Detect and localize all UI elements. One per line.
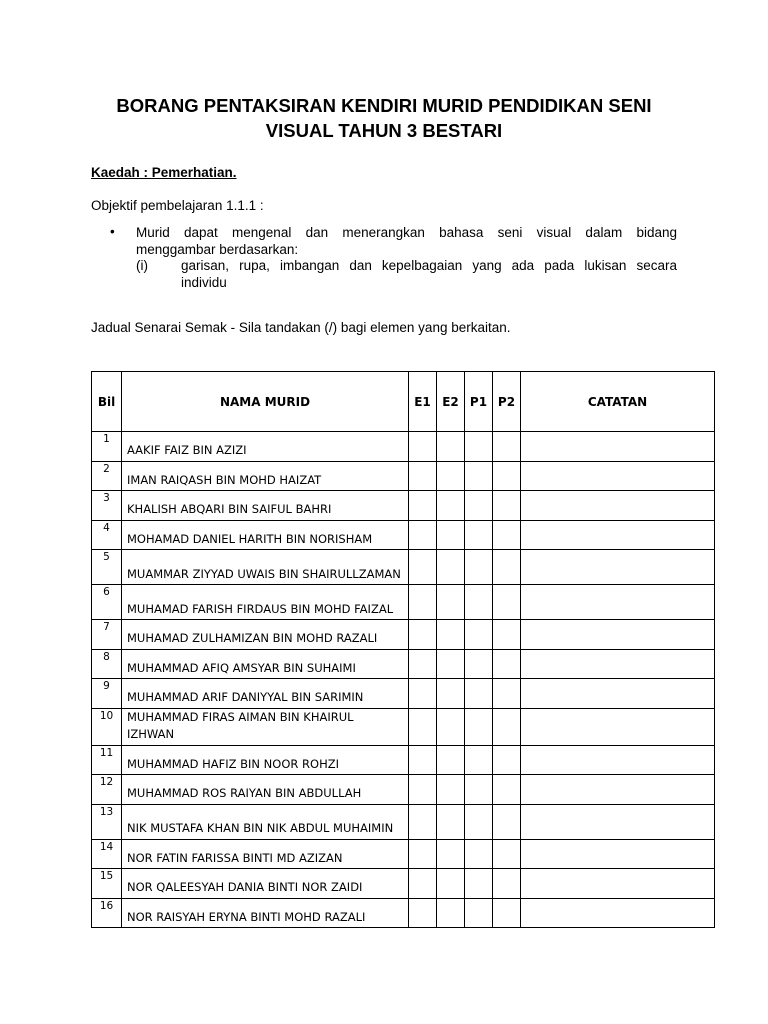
row-nama: NOR RAISYAH ERYNA BINTI MOHD RAZALI (122, 898, 409, 928)
row-bil (92, 839, 122, 869)
checkbox-cell-p2[interactable] (493, 649, 521, 679)
catatan-cell[interactable] (521, 745, 715, 775)
row-bil-number: 7 (103, 621, 110, 633)
checkbox-cell-p2[interactable] (493, 839, 521, 869)
row-bil (92, 869, 122, 899)
row-nama: MUHAMMAD FIRAS AIMAN BIN KHAIRUL IZHWAN (122, 708, 409, 745)
checkbox-cell-e2[interactable] (437, 461, 465, 491)
catatan-cell[interactable] (521, 869, 715, 899)
catatan-cell[interactable] (521, 461, 715, 491)
checkbox-cell-e2[interactable] (437, 649, 465, 679)
header-e2: E2 (437, 372, 465, 432)
sub-line-2: individu (181, 274, 227, 290)
checkbox-cell-e1[interactable] (409, 898, 437, 928)
header-bil: Bil (92, 372, 122, 432)
row-bil-number: 13 (99, 805, 114, 818)
catatan-cell[interactable] (521, 708, 715, 745)
row-bil (92, 745, 122, 775)
checklist-table (91, 371, 715, 928)
title-line-1: BORANG PENTAKSIRAN KENDIRI MURID PENDIDIKAN SENI (116, 95, 652, 116)
objektif-label: Objektif pembelajaran 1.1.1 : (91, 198, 264, 213)
catatan-cell[interactable] (521, 432, 715, 462)
checkbox-cell-e2[interactable] (437, 679, 465, 709)
row-bil-number: 4 (103, 521, 110, 534)
header-p2: P2 (493, 372, 521, 432)
row-nama: MUHAMAD ZULHAMIZAN BIN MOHD RAZALI (122, 620, 409, 650)
row-nama: NOR QALEESYAH DANIA BINTI NOR ZAIDI (122, 869, 409, 899)
table-row (92, 520, 715, 550)
checkbox-cell-e2[interactable] (437, 585, 465, 620)
table-row (92, 550, 715, 585)
catatan-cell[interactable] (521, 649, 715, 679)
kaedah-label: Kaedah : Pemerhatian. (91, 165, 237, 180)
bullet-text (136, 225, 677, 258)
catatan-cell[interactable] (521, 839, 715, 869)
row-bil (92, 550, 122, 585)
row-bil-number: 16 (99, 899, 114, 912)
row-nama: IMAN RAIQASH BIN MOHD HAIZAT (122, 461, 409, 491)
checkbox-cell-e1[interactable] (409, 585, 437, 620)
checkbox-cell-p2[interactable] (493, 432, 521, 462)
checkbox-cell-e1[interactable] (409, 620, 437, 650)
checkbox-cell-p1[interactable] (465, 898, 493, 928)
checkbox-cell-e1[interactable] (409, 461, 437, 491)
catatan-cell[interactable] (521, 679, 715, 709)
catatan-cell[interactable] (521, 804, 715, 839)
table-row (92, 649, 715, 679)
row-bil-number: 11 (99, 746, 114, 759)
table-row (92, 679, 715, 709)
checkbox-cell-p1[interactable] (465, 775, 493, 805)
table-row (92, 461, 715, 491)
checkbox-cell-p2[interactable] (493, 461, 521, 491)
checkbox-cell-e1[interactable] (409, 804, 437, 839)
row-nama: MUHAMAD FARISH FIRDAUS BIN MOHD FAIZAL (122, 585, 409, 620)
row-bil-number: 15 (99, 870, 114, 882)
checkbox-cell-p1[interactable] (465, 432, 493, 462)
table-row (92, 869, 715, 899)
table-body (92, 432, 715, 928)
row-bil (92, 491, 122, 521)
row-bil-number: 1 (103, 433, 110, 445)
checkbox-cell-e2[interactable] (437, 775, 465, 805)
checkbox-cell-p2[interactable] (493, 708, 521, 745)
row-bil (92, 775, 122, 805)
table-header-row (92, 372, 715, 432)
table-row (92, 745, 715, 775)
table-row (92, 432, 715, 462)
row-nama: MUHAMMAD AFIQ AMSYAR BIN SUHAIMI (122, 649, 409, 679)
checkbox-cell-p1[interactable] (465, 461, 493, 491)
checkbox-cell-p2[interactable] (493, 620, 521, 650)
row-bil (92, 649, 122, 679)
catatan-cell[interactable] (521, 585, 715, 620)
row-nama: AAKIF FAIZ BIN AZIZI (122, 432, 409, 462)
bullet-line-1: Murid dapat mengenal dan menerangkan bahasa seni visual dalam bidang (136, 225, 677, 240)
table-row (92, 585, 715, 620)
row-nama: NOR FATIN FARISSA BINTI MD AZIZAN (122, 839, 409, 869)
checkbox-cell-e1[interactable] (409, 839, 437, 869)
checkbox-cell-e1[interactable] (409, 775, 437, 805)
bullet-line-2: menggambar berdasarkan: (136, 241, 299, 257)
checkbox-cell-p2[interactable] (493, 804, 521, 839)
checkbox-cell-e2[interactable] (437, 804, 465, 839)
checkbox-cell-e1[interactable] (409, 649, 437, 679)
row-nama: NIK MUSTAFA KHAN BIN NIK ABDUL MUHAIMIN (122, 804, 409, 839)
checkbox-cell-p2[interactable] (493, 745, 521, 775)
row-nama: MUHAMMAD HAFIZ BIN NOOR ROHZI (122, 745, 409, 775)
row-bil-number: 10 (99, 709, 114, 722)
checkbox-cell-p2[interactable] (493, 898, 521, 928)
bullet-icon: • (110, 224, 115, 239)
checklist-instruction: Jadual Senarai Semak - Sila tandakan (/) bagi elemen yang berkaitan. (91, 320, 511, 335)
checkbox-cell-p2[interactable] (493, 585, 521, 620)
table-row (92, 708, 715, 745)
row-bil-number: 3 (103, 492, 110, 504)
row-nama: MUHAMMAD ROS RAIYAN BIN ABDULLAH (122, 775, 409, 805)
catatan-cell[interactable] (521, 520, 715, 550)
checkbox-cell-p1[interactable] (465, 620, 493, 650)
table-row (92, 775, 715, 805)
row-bil (92, 520, 122, 550)
checkbox-cell-e2[interactable] (437, 869, 465, 899)
checkbox-cell-e2[interactable] (437, 898, 465, 928)
sub-line-1: garisan, rupa, imbangan dan kepelbagaian yang ada pada lukisan secara (181, 258, 677, 273)
checkbox-cell-p2[interactable] (493, 550, 521, 585)
checkbox-cell-p1[interactable] (465, 520, 493, 550)
checkbox-cell-e2[interactable] (437, 708, 465, 745)
checkbox-cell-e2[interactable] (437, 432, 465, 462)
header-catatan: CATATAN (521, 372, 715, 432)
row-nama: MOHAMAD DANIEL HARITH BIN NORISHAM (122, 520, 409, 550)
row-bil-number: 2 (103, 462, 110, 475)
checkbox-cell-e1[interactable] (409, 520, 437, 550)
checkbox-cell-p1[interactable] (465, 585, 493, 620)
title-line-2: VISUAL TAHUN 3 BESTARI (265, 120, 503, 141)
sub-item-text (181, 258, 677, 291)
checkbox-cell-p1[interactable] (465, 679, 493, 709)
table-row (92, 620, 715, 650)
checkbox-cell-p2[interactable] (493, 491, 521, 521)
row-nama: MUAMMAR ZIYYAD UWAIS BIN SHAIRULLZAMAN (122, 550, 409, 585)
row-bil-number: 12 (99, 776, 114, 788)
header-nama: NAMA MURID (122, 372, 409, 432)
catatan-cell[interactable] (521, 491, 715, 521)
row-bil-number: 6 (103, 586, 110, 598)
row-bil-number: 5 (103, 551, 110, 563)
checkbox-cell-e1[interactable] (409, 869, 437, 899)
table-row (92, 804, 715, 839)
checkbox-cell-p2[interactable] (493, 679, 521, 709)
table-row (92, 491, 715, 521)
checkbox-cell-p2[interactable] (493, 520, 521, 550)
checkbox-cell-p1[interactable] (465, 491, 493, 521)
checkbox-cell-p1[interactable] (465, 649, 493, 679)
checkbox-cell-p1[interactable] (465, 550, 493, 585)
row-bil-number: 14 (99, 840, 114, 853)
row-bil (92, 898, 122, 928)
document-title (60, 93, 708, 143)
checkbox-cell-e1[interactable] (409, 745, 437, 775)
catatan-cell[interactable] (521, 620, 715, 650)
checkbox-cell-p2[interactable] (493, 869, 521, 899)
checkbox-cell-e2[interactable] (437, 550, 465, 585)
checkbox-cell-p1[interactable] (465, 839, 493, 869)
row-bil (92, 708, 122, 745)
row-nama: KHALISH ABQARI BIN SAIFUL BAHRI (122, 491, 409, 521)
row-bil (92, 585, 122, 620)
catatan-cell[interactable] (521, 898, 715, 928)
row-bil-number: 8 (103, 650, 110, 663)
header-e1: E1 (409, 372, 437, 432)
checkbox-cell-e2[interactable] (437, 839, 465, 869)
table-row (92, 839, 715, 869)
checkbox-cell-p1[interactable] (465, 804, 493, 839)
checkbox-cell-e1[interactable] (409, 491, 437, 521)
checkbox-cell-e2[interactable] (437, 491, 465, 521)
checkbox-cell-p1[interactable] (465, 708, 493, 745)
checkbox-cell-e2[interactable] (437, 745, 465, 775)
row-bil (92, 620, 122, 650)
header-p1: P1 (465, 372, 493, 432)
checkbox-cell-e2[interactable] (437, 520, 465, 550)
checkbox-cell-e1[interactable] (409, 432, 437, 462)
row-bil (92, 461, 122, 491)
row-bil (92, 432, 122, 462)
row-bil (92, 679, 122, 709)
checkbox-cell-e1[interactable] (409, 550, 437, 585)
table-row (92, 898, 715, 928)
catatan-cell[interactable] (521, 550, 715, 585)
checkbox-cell-e1[interactable] (409, 679, 437, 709)
checkbox-cell-p1[interactable] (465, 869, 493, 899)
row-bil-number: 9 (103, 680, 110, 692)
checkbox-cell-e2[interactable] (437, 620, 465, 650)
checkbox-cell-p2[interactable] (493, 775, 521, 805)
row-nama: MUHAMMAD ARIF DANIYYAL BIN SARIMIN (122, 679, 409, 709)
catatan-cell[interactable] (521, 775, 715, 805)
sub-item-number: (i) (136, 258, 148, 273)
checkbox-cell-p1[interactable] (465, 745, 493, 775)
checkbox-cell-e1[interactable] (409, 708, 437, 745)
row-bil (92, 804, 122, 839)
